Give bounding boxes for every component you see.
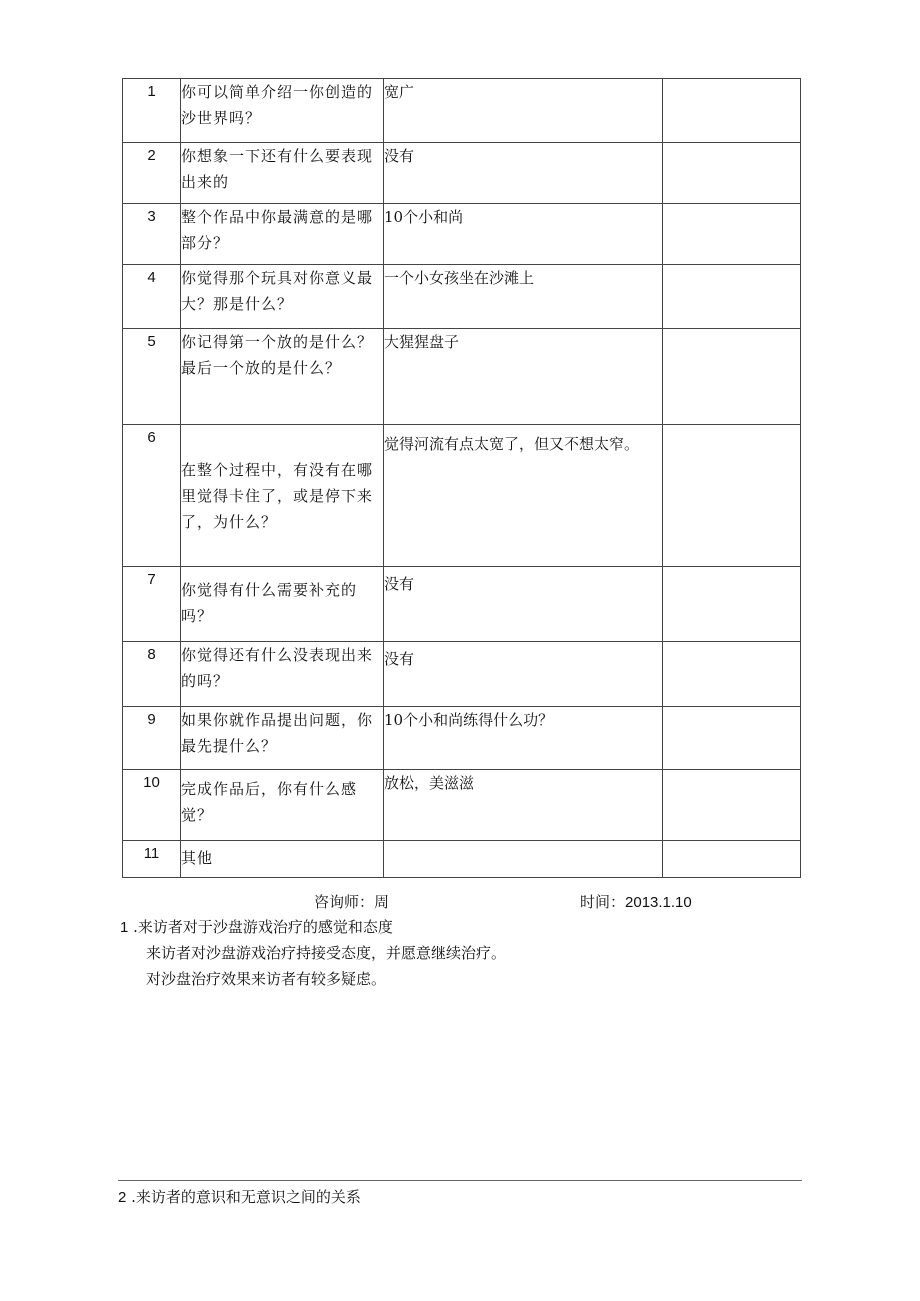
question-cell: 整个作品中你最满意的是哪部分？ (181, 204, 384, 265)
extra-cell (663, 841, 801, 878)
extra-cell (663, 204, 801, 265)
table-row (123, 707, 801, 770)
table-row (123, 642, 801, 707)
answer-cell (384, 841, 663, 878)
section-1-line-2: 对沙盘治疗效果来访者有较多疑虑。 (146, 970, 387, 988)
row-number: 4 (123, 265, 181, 329)
table-row (123, 79, 801, 143)
row-number: 3 (123, 204, 181, 265)
extra-cell (663, 567, 801, 642)
question-cell: 其他 (181, 841, 384, 878)
extra-cell (663, 143, 801, 204)
extra-cell (663, 329, 801, 425)
answer-cell: 10个小和尚练得什么功？ (384, 707, 663, 770)
row-number: 8 (123, 642, 181, 707)
answer-cell: 宽广 (384, 79, 663, 143)
section-1-heading (120, 916, 393, 939)
question-cell: 你想象一下还有什么要表现出来的 (181, 143, 384, 204)
table-row (123, 567, 801, 642)
row-number: 7 (123, 567, 181, 642)
answer-cell: 觉得河流有点太宽了，但又不想太窄。 (384, 425, 663, 567)
row-number: 10 (123, 770, 181, 841)
row-number: 9 (123, 707, 181, 770)
section-divider (118, 1180, 802, 1181)
answer-cell: 放松，美滋滋 (384, 770, 663, 841)
row-number: 1 (123, 79, 181, 143)
question-cell: 你记得第一个放的是什么？最后一个放的是什么？ (181, 329, 384, 425)
extra-cell (663, 425, 801, 567)
table-row (123, 204, 801, 265)
section-title: .来访者的意识和无意识之间的关系 (131, 1188, 361, 1206)
section-2-heading (118, 1186, 361, 1209)
answer-cell: 10个小和尚 (384, 204, 663, 265)
question-cell: 如果你就作品提出问题，你最先提什么？ (181, 707, 384, 770)
question-cell: 你觉得那个玩具对你意义最大？那是什么？ (181, 265, 384, 329)
table-row (123, 329, 801, 425)
section-number: 2 (118, 1189, 127, 1206)
extra-cell (663, 642, 801, 707)
section-title: .来访者对于沙盘游戏治疗的感觉和态度 (133, 918, 393, 936)
extra-cell (663, 707, 801, 770)
row-number: 6 (123, 425, 181, 567)
question-cell: 你觉得还有什么没表现出来的吗？ (181, 642, 384, 707)
table-row (123, 143, 801, 204)
table-row (123, 841, 801, 878)
extra-cell (663, 770, 801, 841)
row-number: 5 (123, 329, 181, 425)
counselor-signature (314, 891, 389, 913)
answer-cell: 大猩猩盘子 (384, 329, 663, 425)
session-date (580, 891, 692, 914)
counselor-name: 周 (374, 893, 390, 911)
answer-cell: 没有 (384, 567, 663, 642)
table-row (123, 425, 801, 567)
answer-cell: 没有 (384, 143, 663, 204)
date-label: 时间： (580, 893, 626, 911)
question-cell: 你觉得有什么需要补充的吗？ (181, 567, 384, 642)
row-number: 2 (123, 143, 181, 204)
sandplay-question-table (122, 78, 801, 878)
table-row (123, 265, 801, 329)
question-cell: 在整个过程中，有没有在哪里觉得卡住了，或是停下来了，为什么？ (181, 425, 384, 567)
counselor-label: 咨询师： (314, 893, 375, 911)
question-cell: 你可以简单介绍一你创造的沙世界吗？ (181, 79, 384, 143)
date-value: 2013.1.10 (625, 894, 692, 911)
question-cell: 完成作品后，你有什么感觉？ (181, 770, 384, 841)
answer-cell: 一个小女孩坐在沙滩上 (384, 265, 663, 329)
table-row (123, 770, 801, 841)
extra-cell (663, 265, 801, 329)
row-number: 11 (123, 841, 181, 878)
section-number: 1 (120, 919, 129, 936)
section-1-line-1: 来访者对沙盘游戏治疗持接受态度，并愿意继续治疗。 (146, 944, 507, 962)
extra-cell (663, 79, 801, 143)
answer-cell: 没有 (384, 642, 663, 707)
